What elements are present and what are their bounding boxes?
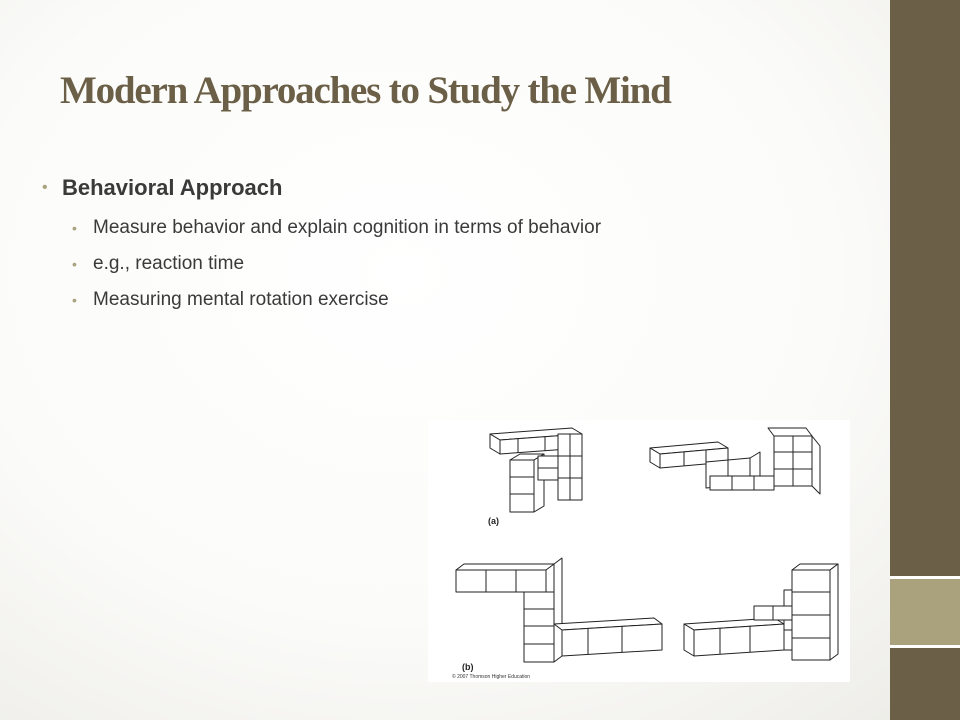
side-band-bottom [890, 648, 960, 720]
side-band-accent [890, 579, 960, 645]
sub-bullet-text: Measure behavior and explain cognition in terms of behavior [93, 217, 602, 238]
figure-label-a: (a) [488, 516, 499, 526]
bullet-heading [42, 172, 722, 204]
sub-bullet-item [72, 216, 722, 240]
mental-rotation-drawing [428, 420, 850, 682]
decorative-side-band [890, 0, 960, 720]
cube-shape-a-right [650, 428, 820, 494]
bullet-dot-icon: • [72, 256, 77, 272]
sub-bullet-item [72, 288, 722, 312]
bullet-dot-icon: • [72, 292, 77, 308]
cube-shape-a-left [490, 428, 582, 512]
bullet-dot-icon: • [42, 179, 48, 196]
bullet-heading-text: Behavioral Approach [62, 175, 283, 200]
sub-bullet-text: e.g., reaction time [93, 253, 245, 274]
side-band-top [890, 0, 960, 576]
figure-copyright: © 2007 Thomson Higher Education [452, 674, 531, 680]
bullet-dot-icon: • [72, 220, 77, 236]
cube-shape-b-right [684, 564, 838, 660]
cube-shape-b-left [456, 558, 662, 662]
sub-bullet-list [72, 216, 722, 312]
bullet-list [42, 172, 722, 324]
sub-bullet-item [72, 252, 722, 276]
mental-rotation-figure [428, 420, 850, 682]
figure-label-b: (b) [462, 662, 474, 672]
slide-title: Modern Approaches to Study the Mind [60, 69, 671, 112]
sub-bullet-text: Measuring mental rotation exercise [93, 289, 389, 310]
